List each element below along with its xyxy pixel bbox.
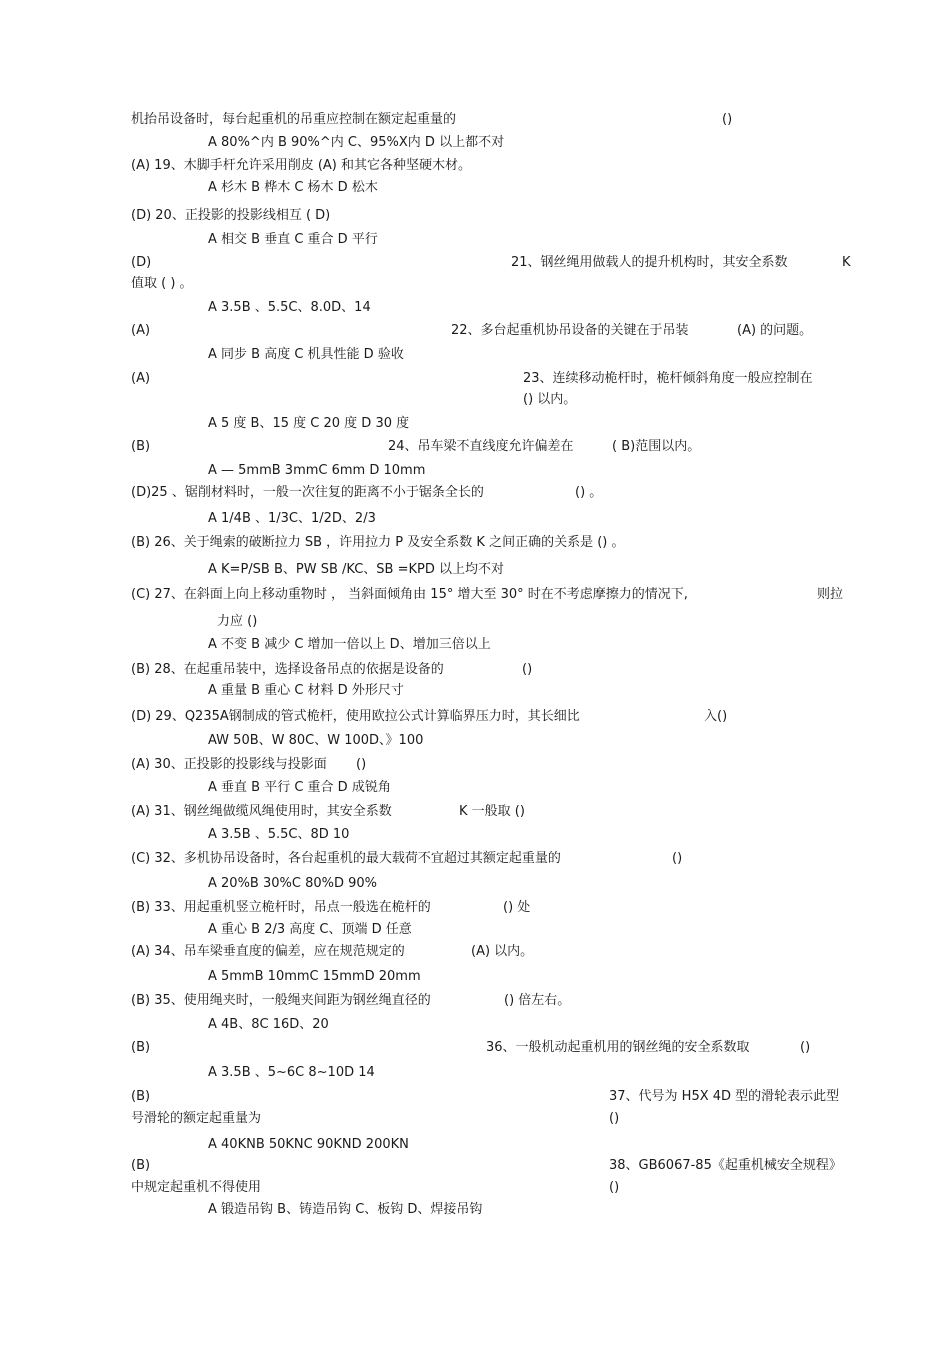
text-line: (A) [131, 371, 151, 386]
text-line: K 一般取 () [459, 804, 525, 819]
text-line: A 3.5B 、5.5C、8D 10 [208, 827, 350, 842]
text-line: A — 5mmB 3mmC 6mm D 10mm [208, 463, 426, 478]
text-line: (D) 29、Q235A钢制成的管式桅杆，使用欧拉公式计算临界压力时，其长细比 [131, 709, 580, 724]
text-line: 中规定起重机不得使用 [131, 1180, 262, 1195]
text-line: () [800, 1040, 811, 1055]
text-line: A 3.5B 、5~6C 8~10D 14 [208, 1065, 375, 1080]
text-line: () [672, 851, 683, 866]
text-line: () 处 [503, 900, 531, 915]
text-line: (B) [131, 1040, 151, 1055]
text-line: () 以内。 [523, 392, 577, 407]
text-line: (C) 32、多机协吊设备时，各台起重机的最大载荷不宜超过其额定起重量的 [131, 851, 561, 866]
text-line: A 5 度 B、15 度 C 20 度 D 30 度 [208, 416, 410, 431]
text-line: A 不变 B 减少 C 增加一倍以上 D、增加三倍以上 [208, 637, 491, 652]
text-line: (A) 31、钢丝绳做缆风绳使用时，其安全系数 [131, 804, 392, 819]
text-line: 机抬吊设备时，每台起重机的吊重应控制在额定起重量的 [131, 112, 457, 127]
text-line: A 相交 B 垂直 C 重合 D 平行 [208, 232, 378, 247]
text-line: (B) 26、关于绳索的破断拉力 SB ，许用拉力 P 及安全系数 K 之间正确的关系是 () 。 [131, 535, 625, 550]
text-line: (C) 27、在斜面上向上移动重物时 ， 当斜面倾角由 15° 增大至 30° 时在不考虑摩擦力的情况下, [131, 587, 688, 602]
text-line: 号滑轮的额定起重量为 [131, 1111, 262, 1126]
text-line: A 重心 B 2/3 高度 C、顶端 D 任意 [208, 922, 412, 937]
text-line: A 4B、8C 16D、20 [208, 1017, 329, 1032]
text-line: (A) 以内。 [471, 944, 534, 959]
text-line: A 同步 B 高度 C 机具性能 D 验收 [208, 347, 404, 362]
text-line: A 40KNB 50KNC 90KND 200KN [208, 1137, 409, 1152]
text-line: (A) 19、木脚手杆允许采用削皮 (A) 和其它各种坚硬木材。 [131, 158, 472, 173]
text-line: ( B)范围以内。 [612, 439, 701, 454]
text-line: 值取 ( ) 。 [131, 276, 193, 291]
text-line: () [609, 1111, 620, 1126]
text-line: 力应 () [217, 614, 258, 629]
text-line: 23、连续移动桅杆时，桅杆倾斜角度一般应控制在 [523, 371, 813, 386]
text-line: (D) [131, 255, 152, 270]
text-line: (D)25 、锯削材料时，一般一次往复的距离不小于锯条全长的 [131, 485, 484, 500]
text-line: A 杉木 B 桦木 C 杨木 D 松木 [208, 180, 378, 195]
text-line: () 。 [575, 485, 603, 500]
text-line: (B) [131, 1158, 151, 1173]
text-line: 22、多台起重机协吊设备的关键在于吊装 [451, 323, 689, 338]
text-line: A 垂直 B 平行 C 重合 D 成锐角 [208, 780, 391, 795]
text-line: A 20%B 30%C 80%D 90% [208, 876, 378, 891]
text-line: () [609, 1180, 620, 1195]
text-line: 21、钢丝绳用做载人的提升机构时，其安全系数 [511, 255, 788, 270]
text-line: (B) [131, 1089, 151, 1104]
text-line: (B) 28、在起重吊装中，选择设备吊点的依据是设备的 [131, 662, 444, 677]
text-line: 36、一般机动起重机用的钢丝绳的安全系数取 [486, 1040, 750, 1055]
text-line: () 倍左右。 [504, 993, 571, 1008]
text-line: (A) 34、吊车梁垂直度的偏差，应在规范规定的 [131, 944, 405, 959]
text-line: A 3.5B 、5.5C、8.0D、14 [208, 300, 371, 315]
text-line: 24、吊车梁不直线度允许偏差在 [388, 439, 574, 454]
text-line: () [722, 112, 733, 127]
text-line: A 重量 B 重心 C 材料 D 外形尺寸 [208, 683, 404, 698]
text-line: K [842, 255, 851, 270]
text-line: A K=P/SB B、PW SB /KC、SB =KPD 以上均不对 [208, 562, 504, 577]
text-line: (A) 的问题。 [737, 323, 813, 338]
text-line: A 1/4B 、1/3C、1/2D、2/3 [208, 511, 376, 526]
text-line: A 5mmB 10mmC 15mmD 20mm [208, 969, 421, 984]
text-line: 37、代号为 H5X 4D 型的滑轮表示此型 [609, 1089, 840, 1104]
text-line: (B) [131, 439, 151, 454]
text-line: () [522, 662, 533, 677]
text-line: A 80%^内 B 90%^内 C、95%X内 D 以上都不对 [208, 135, 505, 150]
text-line: () [356, 757, 367, 772]
text-line: A 锻造吊钩 B、铸造吊钩 C、板钩 D、焊接吊钩 [208, 1202, 483, 1217]
text-line: (A) 30、正投影的投影线与投影面 [131, 757, 327, 772]
text-line: (B) 35、使用绳夹时，一般绳夹间距为钢丝绳直径的 [131, 993, 431, 1008]
text-line: (D) 20、正投影的投影线相互 ( D) [131, 208, 331, 223]
text-line: (B) 33、用起重机竖立桅杆时，吊点一般选在桅杆的 [131, 900, 431, 915]
text-line: 38、GB6067-85《起重机械安全规程》 [609, 1158, 842, 1173]
text-line: 入() [704, 709, 728, 724]
text-line: 则拉 [817, 587, 844, 602]
text-line: AW 50B、W 80C、W 100D、》100 [208, 733, 424, 748]
text-line: (A) [131, 323, 151, 338]
